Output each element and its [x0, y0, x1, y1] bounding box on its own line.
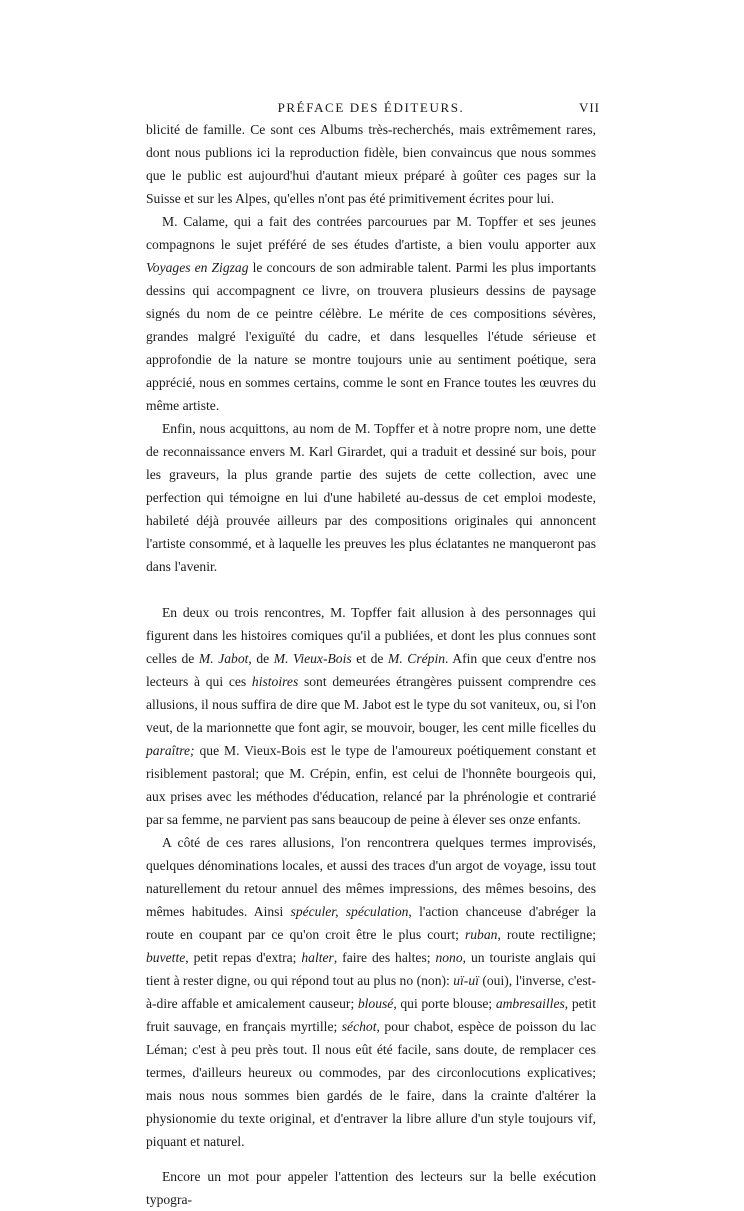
- italic-text: Voyages en Zigzag: [146, 260, 249, 275]
- italic-text: paraître;: [146, 743, 195, 758]
- paragraph: [146, 601, 596, 831]
- section-gap: [146, 578, 596, 601]
- italic-text: M. Jabot: [198, 651, 249, 666]
- italic-text: ruban: [464, 927, 498, 942]
- text-segment: le concours de son admirable talent. Parmi les plus importants dessins qui accompagnent ce livre, on trouvera plusieurs dessins de paysage signés du nom de ce peintre célèbre. Le mérite de ces compositions sévères, grandes malgré l'exiguïté du cadre, et dans lesquelles l'étude sérieuse et approfondie de la nature se montre toujours unie au sentiment poétique, sera apprécié, nous en sommes certains, comme le sont en France toutes les œuvres du même artiste.: [146, 260, 596, 413]
- text-segment: , pour chabot, espèce de poisson du lac Léman; c'est à peu près tout. Il nous eût été facile, sans doute, de remplacer ces termes, d'ailleurs heureux ou commodes, par des circonlocutions explicatives; mais nous nous sommes bien gardés de le faire, dans la crainte d'altérer la physionomie du texte original, et d'entraver la libre allure d'un style toujours vif, piquant et naturel.: [146, 1019, 596, 1149]
- text-segment: blicité de famille. Ce sont ces Albums très-recherchés, mais extrêmement rares, dont nous publions ici la reproduction fidèle, bien convaincus que nous sommes que le public est aujourd'hui d'autant mieux préparé à goûter ces pages sur la Suisse et sur les Alpes, qu'elles n'ont pas été primitivement écrites pour lui.: [146, 122, 596, 206]
- italic-text: halter: [301, 950, 334, 965]
- text-segment: , de: [248, 651, 274, 666]
- italic-text: histoires: [251, 674, 299, 689]
- paragraph: [146, 831, 596, 1153]
- paragraph: [146, 210, 596, 417]
- text-segment: et de: [351, 651, 388, 666]
- italic-text: nono: [435, 950, 463, 965]
- text-segment: , faire des haltes;: [333, 950, 436, 965]
- italic-text: buvette: [146, 950, 186, 965]
- italic-text: uï-uï: [453, 973, 479, 988]
- paragraph: [146, 1165, 596, 1211]
- text-segment: M. Calame, qui a fait des contrées parcourues par M. Topffer et ses jeunes compagnons le sujet préféré de ses études d'artiste, a bien voulu apporter aux: [146, 214, 596, 252]
- italic-text: ambresailles: [495, 996, 565, 1011]
- text-segment: (oui), l'inverse, c'est-à-dire affable et amicalement causeur;: [146, 973, 596, 1011]
- italic-text: spéculer, spéculation: [290, 904, 409, 919]
- italic-text: blousé: [357, 996, 394, 1011]
- text-segment: , l'action chanceuse d'abréger la route en coupant par ce qu'on croit être le plus court;: [146, 904, 596, 942]
- text-segment: que M. Vieux-Bois est le type de l'amoureux poétiquement constant et risiblement pastoral; que M. Crépin, enfin, est celui de l'honnête bourgeois qui, aux prises avec les méthodes d'éducation, relancé par la phrénologie et contrarié par sa femme, ne parvient pas sans beaucoup de peine à élever ses onze enfants.: [146, 743, 596, 827]
- italic-text: séchot: [341, 1019, 377, 1034]
- text-segment: En deux ou trois rencontres, M. Topffer fait allusion à des personnages qui figurent dans les histoires comiques qu'il a publiées, et dont les plus connues sont celles de: [146, 605, 596, 666]
- text-segment: . Afin que ceux d'entre nos lecteurs à qui ces: [146, 651, 596, 689]
- text-segment: , petit fruit sauvage, en français myrtille;: [146, 996, 596, 1034]
- text-segment: , un touriste anglais qui tient à rester digne, ou qui répond tout au plus no (non):: [146, 950, 596, 988]
- page-header: [142, 98, 600, 118]
- text-segment: sont demeurées étrangères puissent comprendre ces allusions, il nous suffira de dire que M. Jabot est le type du sot vaniteux, ou, si l'on veut, de la marionnette que font agir, se mouvoir, bouger, les cent mille ficelles du: [146, 674, 596, 735]
- page-number: VII: [578, 100, 600, 115]
- section-gap: [146, 1153, 596, 1165]
- text-segment: A côté de ces rares allusions, l'on rencontrera quelques termes improvisés, quelques dénominations locales, et aussi des traces d'un argot de voyage, issu tout naturellement du retour annuel des mêmes impressions, des mêmes besoins, des mêmes habitudes. Ainsi: [146, 835, 596, 919]
- paragraph: [146, 417, 596, 578]
- italic-text: M. Vieux-Bois: [273, 651, 352, 666]
- running-title: PRÉFACE DES ÉDITEURS.: [277, 100, 465, 115]
- paragraph: [146, 118, 596, 210]
- body-text: [146, 118, 596, 1211]
- italic-text: M. Crépin: [388, 651, 446, 666]
- text-segment: , route rectiligne;: [497, 927, 597, 942]
- text-segment: , petit repas d'extra;: [185, 950, 302, 965]
- text-segment: Encore un mot pour appeler l'attention des lecteurs sur la belle exécution typogra-: [146, 1169, 596, 1207]
- text-segment: , qui porte blouse;: [393, 996, 496, 1011]
- text-segment: Enfin, nous acquittons, au nom de M. Topffer et à notre propre nom, une dette de reconnaissance envers M. Karl Girardet, qui a traduit et dessiné sur bois, pour les graveurs, la plus grande partie des sujets de cette collection, avec une perfection qui témoigne en lui d'une habileté au-dessus de cet emploi modeste, habileté déjà prouvée ailleurs par des compositions originales qui annoncent l'artiste consommé, et à laquelle les preuves les plus éclatantes ne manqueront pas dans l'avenir.: [146, 421, 596, 574]
